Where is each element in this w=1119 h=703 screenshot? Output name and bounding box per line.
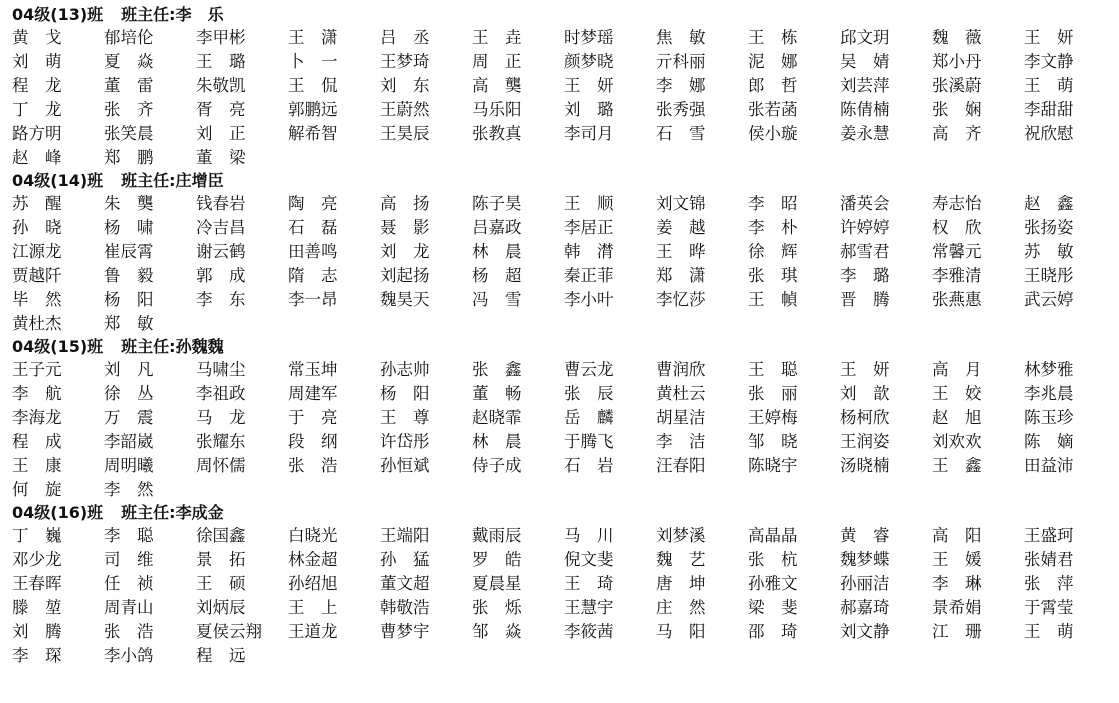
student-name: 王 妍 (1024, 28, 1074, 47)
student-name: 张 萍 (1024, 574, 1074, 593)
student-name: 罗 皓 (472, 550, 522, 569)
student-name: 张扬姿 (1024, 218, 1074, 237)
student-name: 杨 超 (472, 266, 522, 285)
student-name: 魏昊天 (380, 290, 430, 309)
class-section (12, 4, 1117, 170)
student-name: 张笑晨 (104, 124, 154, 143)
student-name: 赵 峰 (12, 148, 62, 167)
student-name: 李 洁 (656, 432, 706, 451)
student-name: 韩敬浩 (380, 598, 430, 617)
student-name: 张 娴 (932, 100, 982, 119)
student-name: 李甜甜 (1024, 100, 1074, 119)
student-name: 胥 亮 (196, 100, 246, 119)
student-name: 高 扬 (380, 194, 430, 213)
student-name: 刘梦溪 (656, 526, 706, 545)
student-name: 倪文斐 (564, 550, 614, 569)
student-name: 郑小丹 (932, 52, 982, 71)
student-name: 杨 啸 (104, 218, 154, 237)
student-name: 刘起扬 (380, 266, 430, 285)
student-row (12, 146, 1117, 170)
student-name: 戴雨辰 (472, 526, 522, 545)
student-name: 魏 艺 (656, 550, 706, 569)
student-row (12, 192, 1117, 216)
student-name: 汤晓楠 (840, 456, 890, 475)
student-name: 王 鑫 (932, 456, 982, 475)
student-name: 林 晨 (472, 242, 522, 261)
student-name: 黄杜杰 (12, 314, 62, 333)
student-name: 李忆莎 (656, 290, 706, 309)
student-name: 徐 丛 (104, 384, 154, 403)
student-name: 邓少龙 (12, 550, 62, 569)
student-name: 晋 腾 (840, 290, 890, 309)
student-name: 武云婷 (1024, 290, 1074, 309)
student-name: 郁培伦 (104, 28, 154, 47)
student-name: 石 岩 (564, 456, 614, 475)
student-row (12, 264, 1117, 288)
student-row (12, 478, 1117, 502)
student-name: 王婷梅 (748, 408, 798, 427)
student-name: 韩 潸 (564, 242, 614, 261)
student-name: 鲁 毅 (104, 266, 154, 285)
student-name: 杨 阳 (380, 384, 430, 403)
student-name: 黄 戈 (12, 28, 62, 47)
student-name: 曹云龙 (564, 360, 614, 379)
student-name: 秦正菲 (564, 266, 614, 285)
homeroom-teacher: 班主任:庄增臣 (121, 171, 224, 190)
student-name: 郝雪君 (840, 242, 890, 261)
student-name: 王 聪 (748, 360, 798, 379)
student-name: 李雅清 (932, 266, 982, 285)
student-name: 李兆晨 (1024, 384, 1074, 403)
student-name: 王 栋 (748, 28, 798, 47)
student-row (12, 288, 1117, 312)
student-name: 张 鑫 (472, 360, 522, 379)
student-name: 高 龑 (472, 76, 522, 95)
student-name: 董 雷 (104, 76, 154, 95)
student-name: 夏晨星 (472, 574, 522, 593)
student-name: 路方明 (12, 124, 62, 143)
student-name: 张 烁 (472, 598, 522, 617)
student-name: 魏梦蝶 (840, 550, 890, 569)
student-name: 李 娜 (656, 76, 706, 95)
student-name: 张 辰 (564, 384, 614, 403)
student-name: 周建军 (288, 384, 338, 403)
student-row (12, 358, 1117, 382)
student-name: 王端阳 (380, 526, 430, 545)
student-name: 李居正 (564, 218, 614, 237)
student-row (12, 74, 1117, 98)
student-name: 李 昭 (748, 194, 798, 213)
student-name: 李祖政 (196, 384, 246, 403)
student-name: 田善鸣 (288, 242, 338, 261)
student-name: 泥 娜 (748, 52, 798, 71)
homeroom-teacher: 班主任:李成金 (121, 503, 224, 522)
student-name: 景希娟 (932, 598, 982, 617)
student-name: 邵 琦 (748, 622, 798, 641)
student-name: 王 琦 (564, 574, 614, 593)
student-name: 高 阳 (932, 526, 982, 545)
student-name: 毕 然 (12, 290, 62, 309)
student-name: 聂 影 (380, 218, 430, 237)
student-name: 刘炳辰 (196, 598, 246, 617)
student-name: 张溪蔚 (932, 76, 982, 95)
class-section (12, 336, 1117, 502)
student-name: 陈 嫡 (1024, 432, 1074, 451)
student-name: 曹润欣 (656, 360, 706, 379)
student-name: 黄杜云 (656, 384, 706, 403)
student-name: 马啸尘 (196, 360, 246, 379)
student-name: 于霄莹 (1024, 598, 1074, 617)
student-name: 黄 睿 (840, 526, 890, 545)
student-name: 滕 堃 (12, 598, 62, 617)
student-name: 亓科丽 (656, 52, 706, 71)
student-name: 于 亮 (288, 408, 338, 427)
student-name: 王慧宇 (564, 598, 614, 617)
student-name: 刘 正 (196, 124, 246, 143)
student-name: 孙恒斌 (380, 456, 430, 475)
student-name: 王 顺 (564, 194, 614, 213)
student-name: 王 潇 (288, 28, 338, 47)
student-name: 张若菡 (748, 100, 798, 119)
student-name: 马乐阳 (472, 100, 522, 119)
student-name: 王蔚然 (380, 100, 430, 119)
student-name: 郭 成 (196, 266, 246, 285)
student-name: 邹 焱 (472, 622, 522, 641)
student-name: 张 杭 (748, 550, 798, 569)
student-name: 侯小璇 (748, 124, 798, 143)
student-name: 李 然 (104, 480, 154, 499)
student-name: 许婷婷 (840, 218, 890, 237)
student-name: 张 琪 (748, 266, 798, 285)
student-name: 冯 雪 (472, 290, 522, 309)
student-name: 李 东 (196, 290, 246, 309)
student-name: 郑 鹏 (104, 148, 154, 167)
student-name: 许岱彤 (380, 432, 430, 451)
student-name: 汪春阳 (656, 456, 706, 475)
student-name: 时梦瑶 (564, 28, 614, 47)
student-name: 刘 腾 (12, 622, 62, 641)
student-name: 周明曦 (104, 456, 154, 475)
student-name: 张耀东 (196, 432, 246, 451)
class-heading (12, 170, 1117, 192)
student-name: 周 正 (472, 52, 522, 71)
student-name: 张燕惠 (932, 290, 982, 309)
student-name: 杨柯欣 (840, 408, 890, 427)
student-name: 王 妍 (840, 360, 890, 379)
class-heading (12, 336, 1117, 358)
class-title: 04级(15)班 (12, 337, 104, 356)
student-name: 常玉坤 (288, 360, 338, 379)
student-name: 王 侃 (288, 76, 338, 95)
student-name: 王 璐 (196, 52, 246, 71)
student-name: 王 姣 (932, 384, 982, 403)
student-name: 江源龙 (12, 242, 62, 261)
student-name: 王晓彤 (1024, 266, 1074, 285)
student-name: 周青山 (104, 598, 154, 617)
student-name: 陈子昊 (472, 194, 522, 213)
student-name: 卜 一 (288, 52, 338, 71)
student-name: 王 垚 (472, 28, 522, 47)
student-name: 王昊辰 (380, 124, 430, 143)
student-name: 李 琛 (12, 646, 62, 665)
student-name: 刘文静 (840, 622, 890, 641)
student-name: 陶 亮 (288, 194, 338, 213)
student-name: 李 朴 (748, 218, 798, 237)
student-name: 夏 焱 (104, 52, 154, 71)
student-name: 权 欣 (932, 218, 982, 237)
student-name: 祝欣慰 (1024, 124, 1074, 143)
student-name: 贾越阡 (12, 266, 62, 285)
student-row (12, 312, 1117, 336)
student-name: 刘 凡 (104, 360, 154, 379)
student-name: 李海龙 (12, 408, 62, 427)
student-name: 张 齐 (104, 100, 154, 119)
student-name: 田益沛 (1024, 456, 1074, 475)
student-name: 朱敬凯 (196, 76, 246, 95)
student-name: 王 晔 (656, 242, 706, 261)
student-name: 刘 萌 (12, 52, 62, 71)
student-name: 高 月 (932, 360, 982, 379)
student-name: 王 硕 (196, 574, 246, 593)
student-name: 郑 敏 (104, 314, 154, 333)
student-name: 张秀强 (656, 100, 706, 119)
student-name: 林金超 (288, 550, 338, 569)
student-name: 王春晖 (12, 574, 62, 593)
student-name: 张 浩 (288, 456, 338, 475)
student-row (12, 454, 1117, 478)
student-name: 郑 潇 (656, 266, 706, 285)
student-name: 朱 龑 (104, 194, 154, 213)
student-name: 吕 丞 (380, 28, 430, 47)
student-name: 颜梦晓 (564, 52, 614, 71)
class-heading (12, 4, 1117, 26)
student-name: 任 祯 (104, 574, 154, 593)
homeroom-teacher: 班主任:孙魏魏 (121, 337, 224, 356)
student-name: 潘英会 (840, 194, 890, 213)
student-name: 王道龙 (288, 622, 338, 641)
student-name: 周怀儒 (196, 456, 246, 475)
student-name: 王 萌 (1024, 76, 1074, 95)
student-row (12, 548, 1117, 572)
student-name: 景 拓 (196, 550, 246, 569)
student-name: 段 纲 (288, 432, 338, 451)
student-name: 程 龙 (12, 76, 62, 95)
student-name: 刘 歆 (840, 384, 890, 403)
student-row (12, 122, 1117, 146)
student-row (12, 26, 1117, 50)
student-name: 马 阳 (656, 622, 706, 641)
student-name: 郭鹏远 (288, 100, 338, 119)
student-name: 梁 斐 (748, 598, 798, 617)
student-name: 李韶崴 (104, 432, 154, 451)
class-title: 04级(16)班 (12, 503, 104, 522)
student-name: 白晓光 (288, 526, 338, 545)
student-name: 高 齐 (932, 124, 982, 143)
student-name: 张教真 (472, 124, 522, 143)
student-name: 杨 阳 (104, 290, 154, 309)
student-name: 丁 巍 (12, 526, 62, 545)
student-row (12, 524, 1117, 548)
student-name: 庄 然 (656, 598, 706, 617)
student-name: 刘 龙 (380, 242, 430, 261)
student-name: 姜永慧 (840, 124, 890, 143)
student-name: 赵 鑫 (1024, 194, 1074, 213)
class-roster-document (12, 4, 1117, 668)
student-name: 苏 敏 (1024, 242, 1074, 261)
student-name: 张 丽 (748, 384, 798, 403)
student-name: 王 幀 (748, 290, 798, 309)
student-name: 万 震 (104, 408, 154, 427)
student-name: 陈玉珍 (1024, 408, 1074, 427)
student-name: 高晶晶 (748, 526, 798, 545)
student-name: 赵 旭 (932, 408, 982, 427)
student-row (12, 406, 1117, 430)
student-name: 石 雪 (656, 124, 706, 143)
student-name: 唐 坤 (656, 574, 706, 593)
student-name: 徐国鑫 (196, 526, 246, 545)
student-name: 丁 龙 (12, 100, 62, 119)
student-name: 何 旋 (12, 480, 62, 499)
student-name: 郝嘉琦 (840, 598, 890, 617)
student-name: 马 龙 (196, 408, 246, 427)
student-name: 孙志帅 (380, 360, 430, 379)
student-row (12, 430, 1117, 454)
student-name: 钱春岩 (196, 194, 246, 213)
student-name: 于腾飞 (564, 432, 614, 451)
student-name: 陈倩楠 (840, 100, 890, 119)
student-name: 常馨元 (932, 242, 982, 261)
student-name: 王 康 (12, 456, 62, 475)
student-name: 岳 麟 (564, 408, 614, 427)
student-name: 王 上 (288, 598, 338, 617)
class-title: 04级(14)班 (12, 171, 104, 190)
student-name: 李甲彬 (196, 28, 246, 47)
student-name: 李 聪 (104, 526, 154, 545)
student-name: 隋 志 (288, 266, 338, 285)
student-name: 王梦琦 (380, 52, 430, 71)
student-name: 邱文玥 (840, 28, 890, 47)
student-row (12, 572, 1117, 596)
student-name: 马 川 (564, 526, 614, 545)
student-name: 王润姿 (840, 432, 890, 451)
student-name: 孙绍旭 (288, 574, 338, 593)
student-name: 李小鸽 (104, 646, 154, 665)
student-name: 王 媛 (932, 550, 982, 569)
student-name: 刘 东 (380, 76, 430, 95)
student-name: 程 成 (12, 432, 62, 451)
student-name: 苏 醒 (12, 194, 62, 213)
student-name: 徐 辉 (748, 242, 798, 261)
student-name: 张 浩 (104, 622, 154, 641)
student-name: 董 畅 (472, 384, 522, 403)
student-name: 林 晨 (472, 432, 522, 451)
student-row (12, 50, 1117, 74)
student-name: 李司月 (564, 124, 614, 143)
student-name: 邹 晓 (748, 432, 798, 451)
student-name: 吴 婧 (840, 52, 890, 71)
class-title: 04级(13)班 (12, 5, 104, 24)
student-row (12, 240, 1117, 264)
homeroom-teacher: 班主任:李 乐 (121, 5, 224, 24)
student-name: 程 远 (196, 646, 246, 665)
student-name: 李 璐 (840, 266, 890, 285)
class-section (12, 170, 1117, 336)
student-name: 林梦雅 (1024, 360, 1074, 379)
student-row (12, 620, 1117, 644)
student-name: 江 珊 (932, 622, 982, 641)
student-name: 王子元 (12, 360, 62, 379)
student-name: 董文超 (380, 574, 430, 593)
student-name: 司 维 (104, 550, 154, 569)
student-name: 冷吉昌 (196, 218, 246, 237)
student-name: 孙 猛 (380, 550, 430, 569)
student-name: 解希智 (288, 124, 338, 143)
student-name: 孙丽洁 (840, 574, 890, 593)
student-name: 陈晓宇 (748, 456, 798, 475)
student-name: 姜 越 (656, 218, 706, 237)
student-name: 董 梁 (196, 148, 246, 167)
student-name: 李文静 (1024, 52, 1074, 71)
student-name: 刘欢欢 (932, 432, 982, 451)
student-name: 王 尊 (380, 408, 430, 427)
student-name: 刘文锦 (656, 194, 706, 213)
student-name: 石 磊 (288, 218, 338, 237)
student-row (12, 596, 1117, 620)
student-row (12, 216, 1117, 240)
student-name: 焦 敏 (656, 28, 706, 47)
student-row (12, 382, 1117, 406)
student-name: 胡星洁 (656, 408, 706, 427)
student-name: 吕嘉政 (472, 218, 522, 237)
student-row (12, 644, 1117, 668)
student-name: 孙雅文 (748, 574, 798, 593)
student-name: 魏 薇 (932, 28, 982, 47)
student-name: 谢云鹤 (196, 242, 246, 261)
student-name: 王 萌 (1024, 622, 1074, 641)
student-name: 郎 哲 (748, 76, 798, 95)
student-name: 侍子成 (472, 456, 522, 475)
student-name: 曹梦宇 (380, 622, 430, 641)
class-heading (12, 502, 1117, 524)
student-name: 张婧君 (1024, 550, 1074, 569)
student-name: 李一昂 (288, 290, 338, 309)
student-name: 刘芸萍 (840, 76, 890, 95)
student-name: 李小叶 (564, 290, 614, 309)
student-name: 孙 晓 (12, 218, 62, 237)
student-name: 刘 璐 (564, 100, 614, 119)
student-name: 王 妍 (564, 76, 614, 95)
student-row (12, 98, 1117, 122)
class-section (12, 502, 1117, 668)
student-name: 寿志怡 (932, 194, 982, 213)
student-name: 王盛珂 (1024, 526, 1074, 545)
student-name: 李筱茜 (564, 622, 614, 641)
student-name: 李 航 (12, 384, 62, 403)
student-name: 夏侯云翔 (196, 622, 262, 641)
student-name: 赵晓霏 (472, 408, 522, 427)
student-name: 崔辰霄 (104, 242, 154, 261)
student-name: 李 琳 (932, 574, 982, 593)
